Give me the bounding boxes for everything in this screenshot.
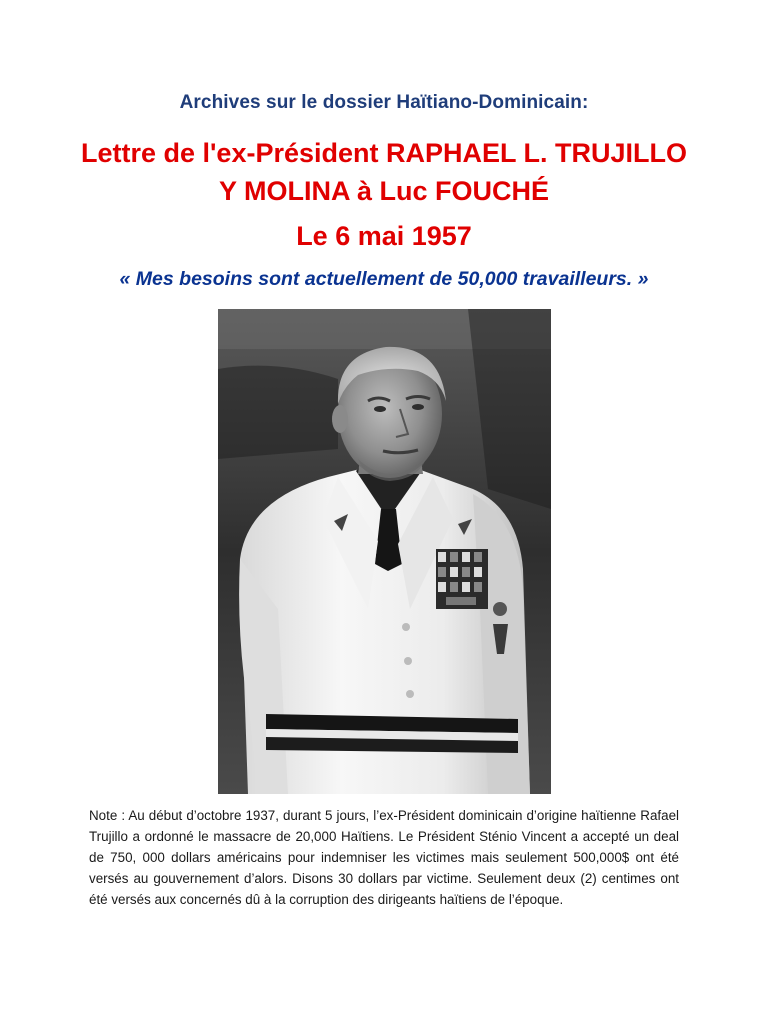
pull-quote: « Mes besoins sont actuellement de 50,000 travailleurs. » [119, 268, 649, 290]
archive-kicker: Archives sur le dossier Haïtiano-Dominicain: [179, 92, 589, 113]
portrait-photo [218, 309, 551, 794]
historical-note: Note : Au début d’octobre 1937, durant 5 jours, l’ex-Président dominicain d’origine haïtienne Rafael Trujillo a ordonné le massacre de 20,000 Haïtiens. Le Président Sténio Vincent a accepté un deal de 750, 000 dollars américains pour indemniser les victimes mais seulement 500,000$ ont été versés au gouvernement d’alors. Disons 30 dollars par victime. Seulement deux (2) centimes ont été versés aux concernés dû à la corruption des dirigeants haïtiens de l’époque. [89, 808, 679, 907]
headline-line-2: Y MOLINA à Luc FOUCHÉ [218, 176, 550, 206]
headline-line-1: Lettre de l'ex-Président RAPHAEL L. TRUJILLO [80, 138, 688, 168]
letter-date: Le 6 mai 1957 [296, 221, 472, 251]
letter-headline [60, 134, 708, 210]
portrait-illustration [218, 309, 551, 794]
